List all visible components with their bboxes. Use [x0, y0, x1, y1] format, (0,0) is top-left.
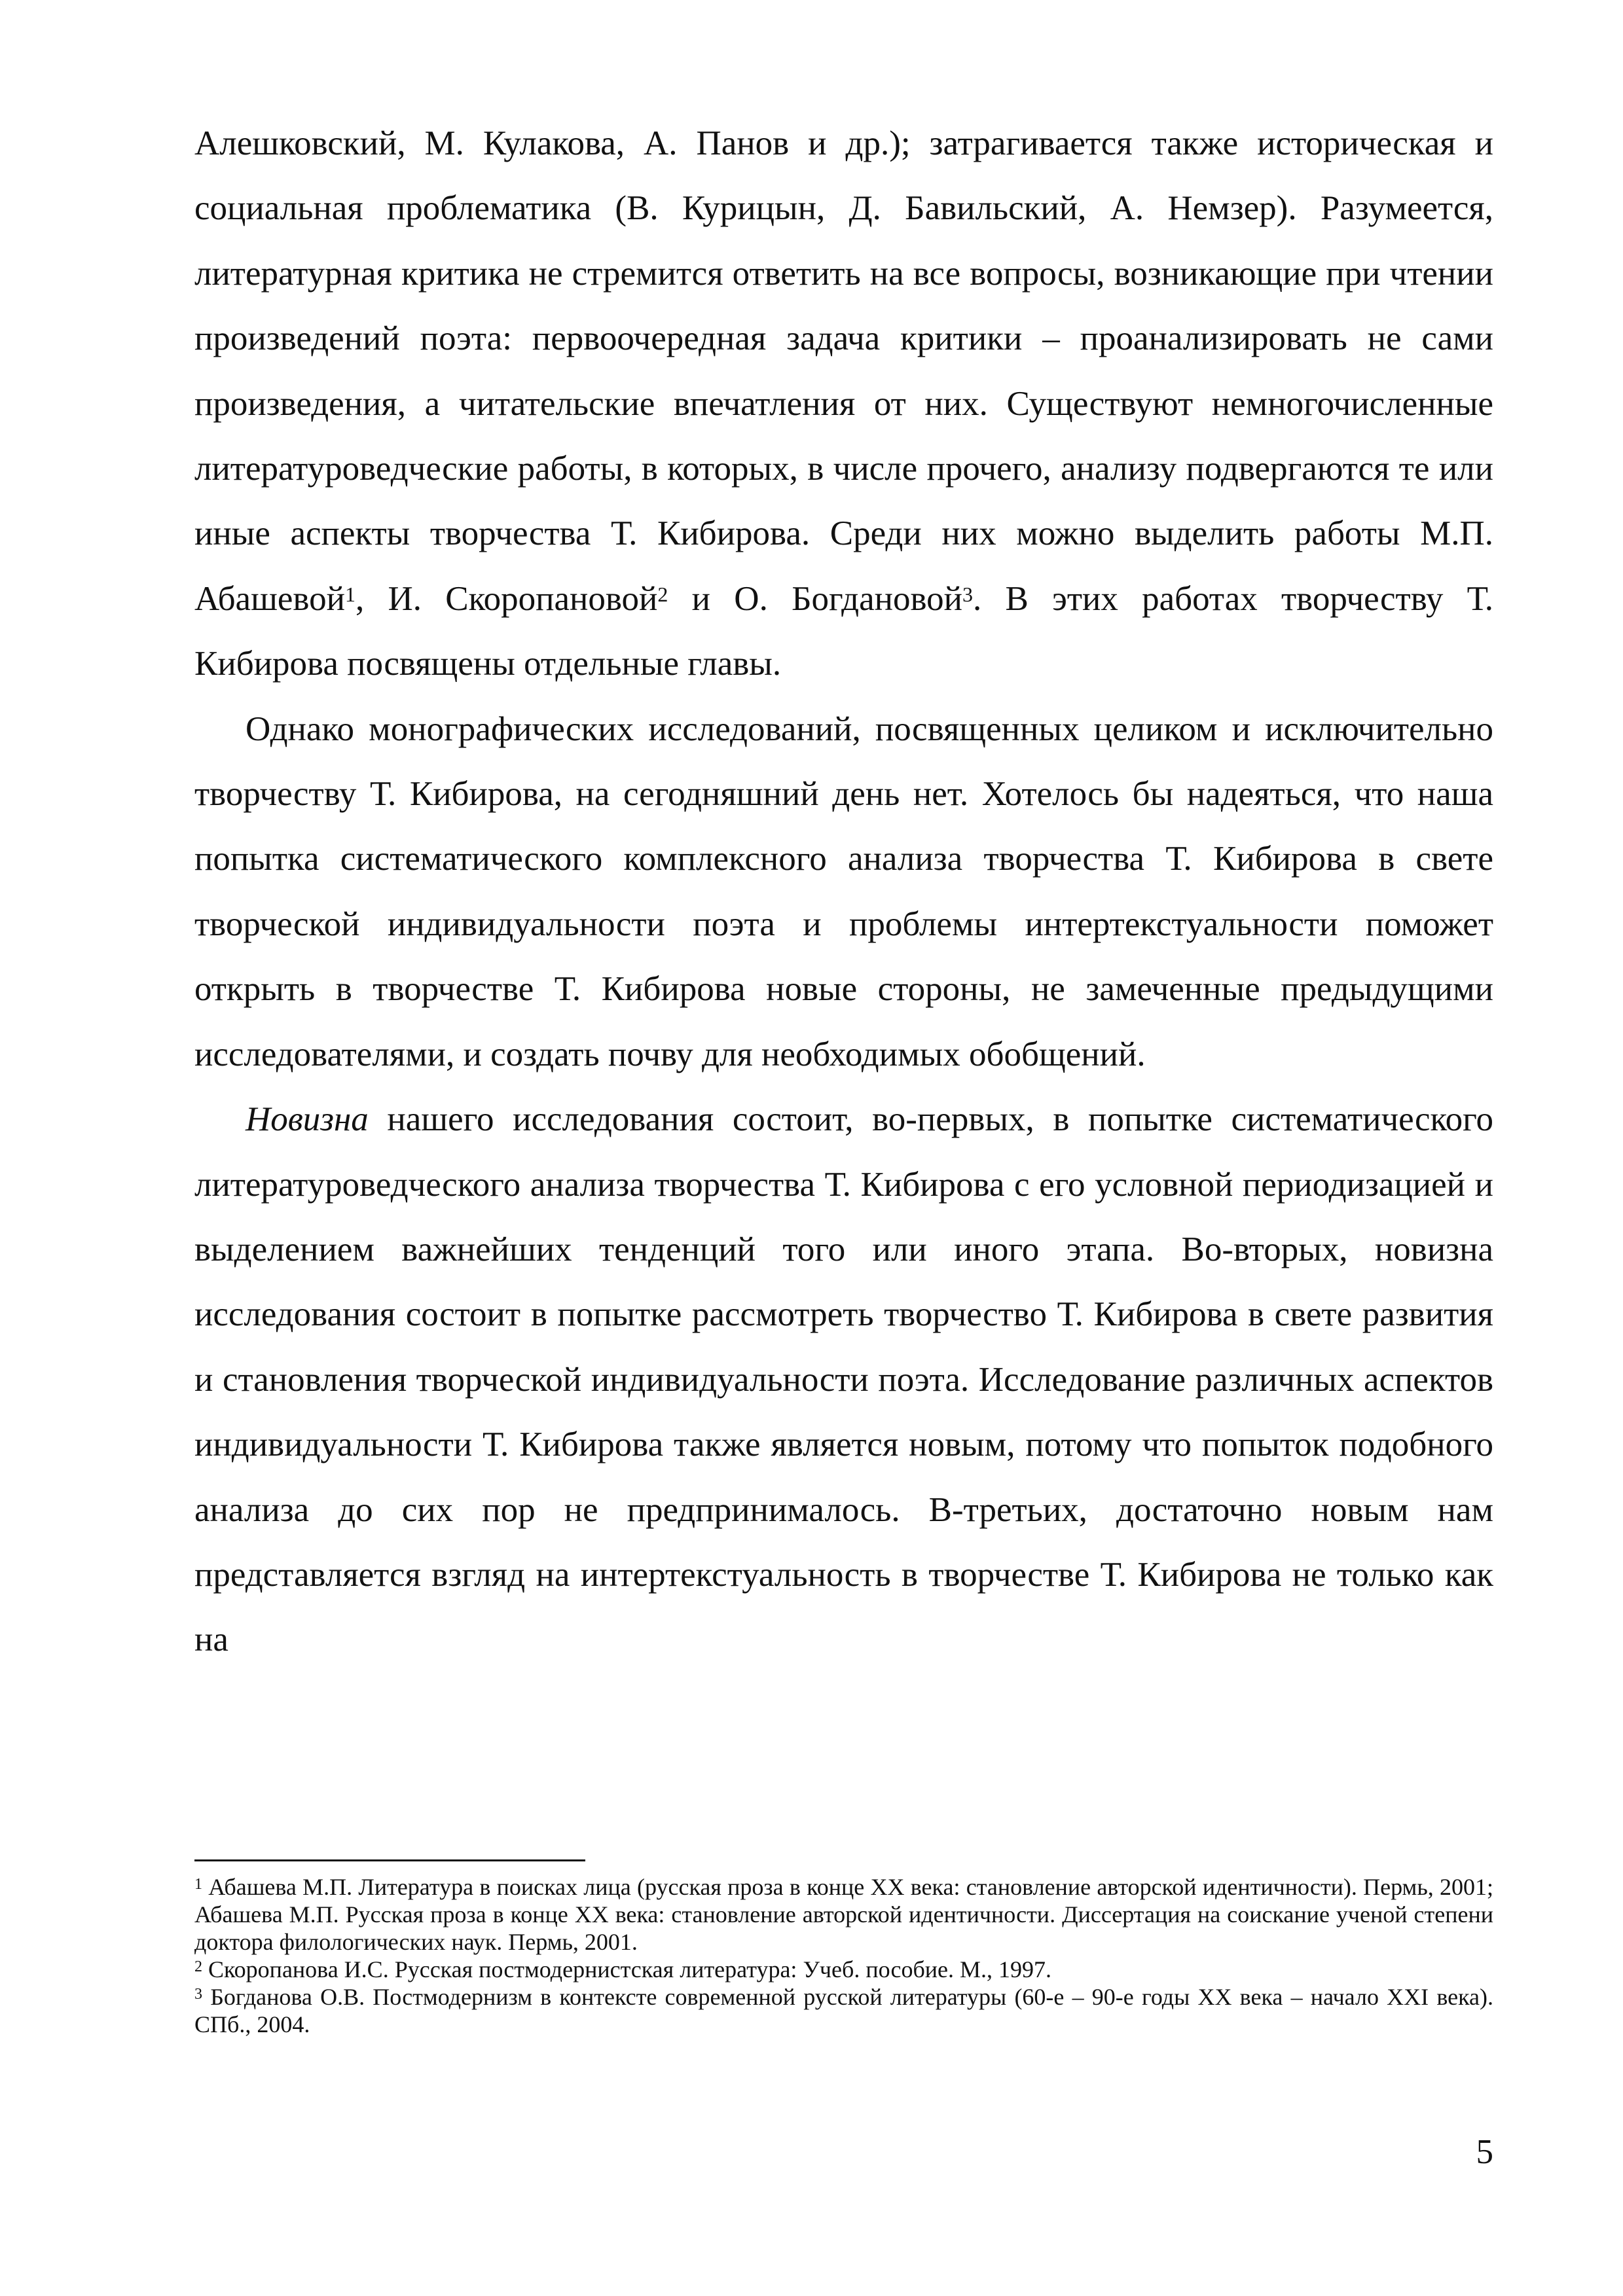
- footnotes: [194, 1873, 1493, 2038]
- footnote-text-1: Абашева М.П. Литература в поисках лица (русская проза в конце XX века: становление авторской идентичности). Пермь, 2001; Абашева М.П. Русская проза в конце XX века: становление авторской идентичности. Диссертация на соискание ученой степени доктора филологических наук. Пермь, 2001.: [194, 1874, 1493, 1955]
- paragraph-1-text-b: , И. Скоропановой: [355, 579, 658, 618]
- paragraph-1-text-c: и О. Богдановой: [668, 579, 962, 618]
- footnote-1: [194, 1873, 1493, 1956]
- paragraph-3-text: нашего исследования состоит, во-первых, в попытке систематического литературоведческого анализа творчества Т. Кибирова с его условной периодизацией и выделением важнейших тенденций того или иного этапа. Во-вторых, новизна исследования состоит в попытке рассмотреть творчество Т. Кибирова в свете развития и становления творческой индивидуальности поэта. Исследование различных аспектов индивидуальности Т. Кибирова также является новым, потому что попыток подобного анализа до сих пор не предпринималось. В-третьих, достаточно новым нам представляется взгляд на интертекстуальность в творчестве Т. Кибирова не только как на: [194, 1100, 1493, 1659]
- footnote-marker-1: 1: [194, 1876, 202, 1893]
- main-text: [194, 111, 1493, 1673]
- footnote-divider: [194, 1859, 585, 1861]
- footnote-text-2: Скоропанова И.С. Русская постмодернистская литература: Учеб. пособие. М., 1997.: [202, 1956, 1052, 1982]
- paragraph-3: [194, 1087, 1493, 1673]
- footnote-ref-2: 2: [657, 583, 668, 607]
- paragraph-1: [194, 111, 1493, 697]
- page-number: 5: [1476, 2133, 1493, 2171]
- footnote-ref-3: 3: [962, 583, 973, 607]
- paragraph-2: [194, 697, 1493, 1087]
- footnote-3: [194, 1983, 1493, 2038]
- footnote-ref-1: 1: [344, 583, 356, 607]
- novelty-term: Новизна: [246, 1100, 369, 1139]
- footnote-text-3: Богданова О.В. Постмодернизм в контексте современной русской литературы (60-е – 90-е годы XX века – начало XXI века). СПб., 2004.: [194, 1984, 1493, 2037]
- paragraph-1-text-d: . В этих работах творчеству Т. Кибирова посвящены отдельные главы.: [194, 579, 1493, 683]
- paragraph-1-text-a: Алешковский, М. Кулакова, А. Панов и др.); затрагивается также историческая и социальная проблематика (В. Курицын, Д. Бавильский, А. Немзер). Разумеется, литературная критика не стремится ответить на все вопросы, возникающие при чтении произведений поэта: первоочередная задача критики – проанализировать не сами произведения, а читательские впечатления от них. Существуют немногочисленные литературоведческие работы, в которых, в числе прочего, анализу подвергаются те или иные аспекты творчества Т. Кибирова. Среди них можно выделить работы М.П. Абашевой: [194, 124, 1493, 618]
- footnote-2: [194, 1956, 1493, 1983]
- paragraph-2-text: Однако монографических исследований, посвященных целиком и исключительно творчеству Т. Кибирова, на сегодняшний день нет. Хотелось бы надеяться, что наша попытка систематического комплексного анализа творчества Т. Кибирова в свете творческой индивидуальности поэта и проблемы интертекстуальности поможет открыть в творчестве Т. Кибирова новые стороны, не замеченные предыдущими исследователями, и создать почву для необходимых обобщений.: [194, 709, 1493, 1073]
- footnote-marker-2: 2: [194, 1958, 202, 1975]
- footnote-marker-3: 3: [194, 1986, 202, 2003]
